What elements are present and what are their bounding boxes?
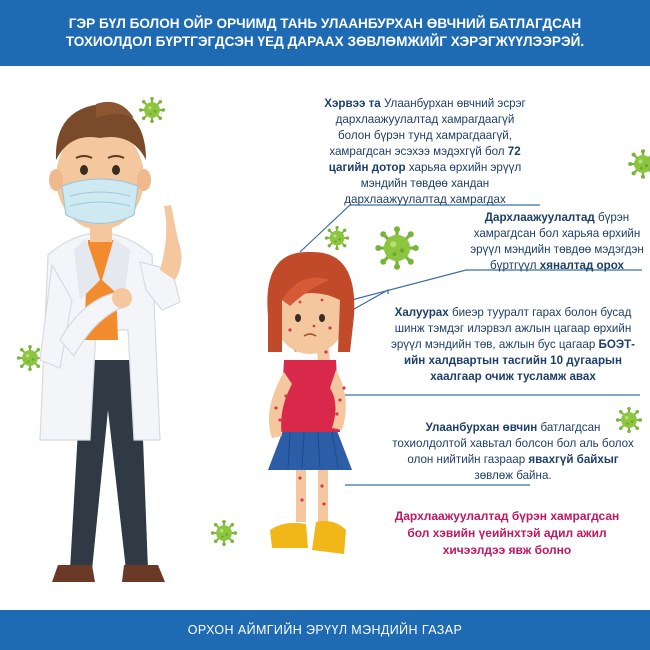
virus-icon	[325, 226, 349, 250]
tip-lead: Хэрвээ та	[324, 97, 381, 110]
tip-text: бүрэн хамрагдсан бол харьяа өрхийн эрүүл мэндийн төвдөө мэдэгдэн бүртгүүл	[470, 211, 644, 272]
virus-icon	[139, 97, 165, 123]
tip-emphasis: 72 цагийн дотор	[328, 145, 521, 174]
tip-emphasis: явахгүй байхыг	[528, 453, 619, 466]
tip-text: биеэр тууралт гарах болон бусад шинж тэмдэг илэрвэл ажлын цагаар өрхийн эрүүл мэндийн төв, ажлын бус цагаар	[390, 306, 632, 351]
doctor-illustration	[40, 102, 181, 582]
virus-icon	[375, 226, 419, 270]
tip-vaccination-72-hours	[318, 96, 532, 208]
title-line-1: ГЭР БҮЛ БОЛОН ОЙР ОРЧИМД ТАНЬ УЛААНБУРХАН ӨВЧНИЙ БАТЛАГДСАН	[68, 16, 582, 31]
tip-lead: Дархлаажуулалтад	[484, 211, 595, 224]
header-banner	[0, 0, 650, 66]
tip-contact-avoid-public	[388, 420, 638, 484]
virus-icon	[17, 345, 43, 371]
page-title	[66, 15, 584, 51]
virus-icon	[211, 520, 237, 546]
tip-text: зөвлөж байна.	[474, 469, 552, 482]
girl-with-rash-illustration	[267, 252, 354, 554]
tip-text: батлагдсан тохиолдолтой хавьтал болсон бол аль болох олон нийтийн газраар	[392, 421, 634, 466]
tip-lead: Улаанбурхан өвчин	[425, 421, 538, 434]
tip-emphasis: БОЭТ-ийн халдвартын тасгийн 10 дугаарын хаалгаар очиж тусламж авах	[404, 338, 636, 383]
tip-text: Улаанбурхан өвчний эсрэг дархлаажуулалтад хамрагдаагүй болон бүрэн тунд хамрагдаагүй, хамрагдсан эсэхээ мэдэхгүй бол	[329, 97, 526, 158]
virus-icon	[628, 149, 650, 179]
footer-banner	[0, 610, 650, 650]
tip-lead: Халуурах	[394, 306, 449, 319]
tip-fully-vaccinated-monitoring	[468, 210, 646, 274]
tip-normal-activities: Дархлаажуулалтад бүрэн хамрагдсан бол хэвийн үеийнхтэй адил ажил хичээлдээ явж болно	[394, 509, 620, 557]
tip-fever-rash-seek-care	[388, 305, 638, 385]
tip-emphasis: хяналтад орох	[539, 259, 624, 272]
footer-organization: ОРХОН АЙМГИЙН ЭРҮҮЛ МЭНДИЙН ГАЗАР	[187, 623, 463, 637]
title-line-2: ТОХИОЛДОЛ БҮРТГЭГДСЭН ҮЕД ДАРААХ ЗӨВЛӨМЖИЙГ ХЭРЭГЖҮҮЛЭЭРЭЙ.	[65, 34, 585, 49]
tip-text: харьяа өрхийн эрүүл мэндийн төвдөө хандан дархлаажуулалтад хамрагдах	[344, 161, 522, 206]
